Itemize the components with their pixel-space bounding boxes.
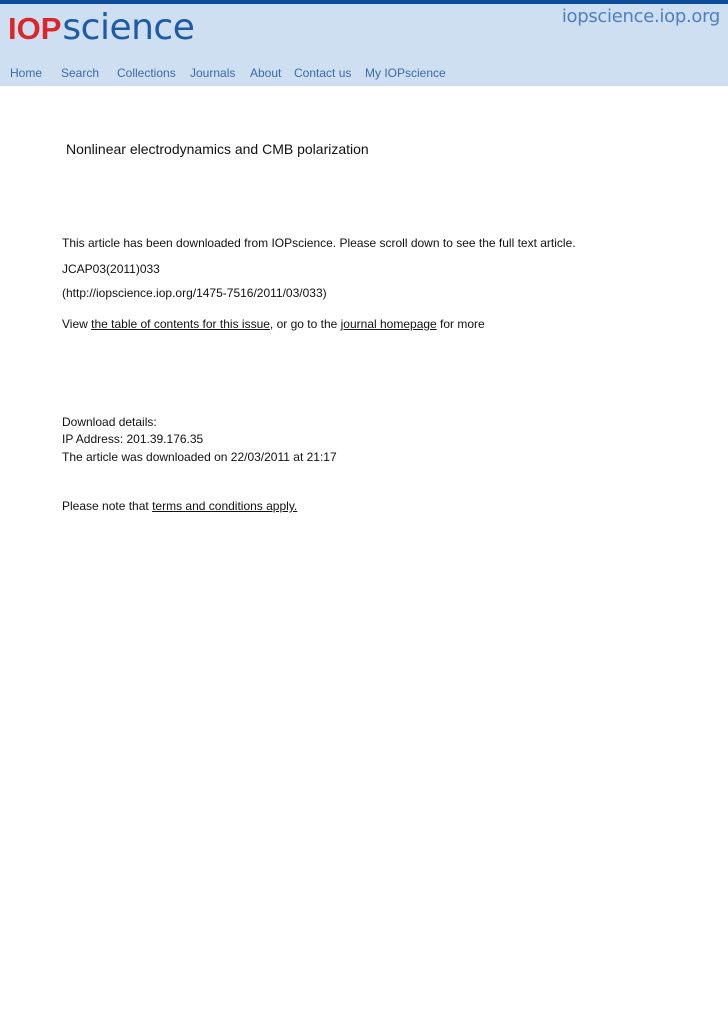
view-line — [62, 317, 485, 331]
header-top-rule — [0, 0, 728, 4]
terms-link[interactable]: terms and conditions apply. — [152, 499, 298, 513]
terms-prefix: Please note that — [62, 499, 153, 513]
journal-homepage-link[interactable]: journal homepage — [340, 317, 437, 331]
logo-iop-text: IOP — [8, 11, 62, 46]
download-notice: This article has been downloaded from IOPscience. Please scroll down to see the full text article. — [62, 236, 576, 250]
iopscience-logo[interactable] — [8, 6, 194, 46]
article-url: (http://iopscience.iop.org/1475-7516/2011/03/033) — [62, 286, 327, 300]
nav-collections[interactable]: Collections — [117, 66, 176, 80]
site-url[interactable]: iopscience.iop.org — [561, 6, 720, 27]
view-prefix: View — [62, 317, 92, 331]
view-middle: , or go to the — [269, 317, 341, 331]
terms-line — [62, 499, 297, 513]
nav-contact-us[interactable]: Contact us — [294, 66, 352, 80]
nav-about[interactable]: About — [250, 66, 282, 80]
article-citation: JCAP03(2011)033 — [62, 262, 160, 276]
site-header — [0, 0, 728, 86]
nav-home[interactable]: Home — [10, 66, 43, 80]
article-title: Nonlinear electrodynamics and CMB polarization — [66, 141, 369, 157]
view-suffix: for more — [436, 317, 485, 331]
nav-journals[interactable]: Journals — [190, 66, 236, 80]
nav-my-iopscience[interactable]: My IOPscience — [365, 66, 446, 80]
toc-link[interactable]: the table of contents for this issue — [91, 317, 270, 331]
ip-address: IP Address: 201.39.176.35 — [62, 432, 204, 446]
logo-science-text: science — [62, 7, 195, 48]
download-details-heading: Download details: — [62, 415, 157, 429]
downloaded-on: The article was downloaded on 22/03/2011 at 21:17 — [62, 450, 337, 464]
nav-search[interactable]: Search — [61, 66, 100, 80]
